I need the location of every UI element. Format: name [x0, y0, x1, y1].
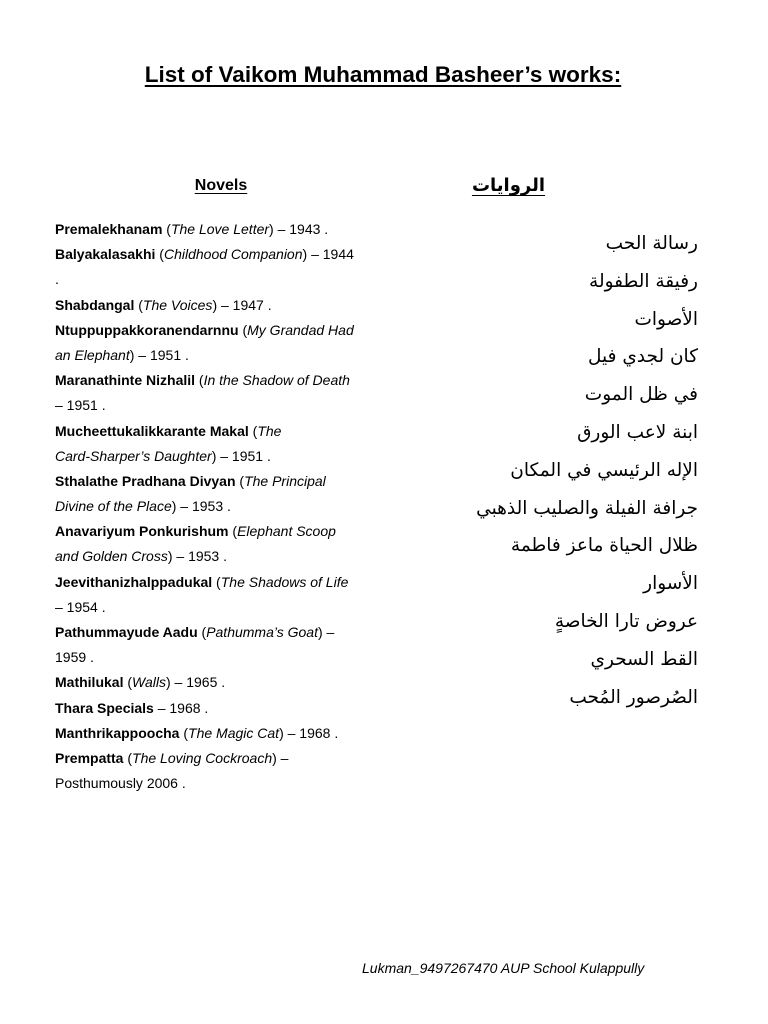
novel-line [55, 746, 365, 771]
footer-credit: Lukman_9497267470 AUP School Kulappully [362, 960, 645, 976]
novel-text: ( [195, 372, 204, 389]
page-title: List of Vaikom Muhammad Basheer’s works: [144, 62, 622, 87]
novel-line [55, 620, 365, 645]
novel-line [55, 721, 365, 746]
novel-translation: In the Shadow of Death [203, 372, 350, 389]
novel-translation: Divine of the Place [55, 498, 172, 515]
novel-title: Manthrikappoocha [55, 724, 180, 741]
novel-translation: Card-Sharper’s Daughter [55, 447, 212, 464]
novel-line [55, 670, 365, 695]
novel-text: – 1954 . [55, 598, 106, 615]
novel-text: ( [235, 472, 245, 489]
novel-title: Jeevithanizhalppadukal [55, 573, 213, 590]
novel-title: Prempatta [55, 749, 124, 766]
novel-text: ) – 1947 . [212, 296, 272, 313]
novel-translation: The [257, 422, 282, 439]
arabic-novel-title: الأصوات [634, 308, 698, 330]
novels-heading-arabic: الروايات [471, 175, 546, 196]
novel-text: ( [179, 724, 189, 741]
arabic-novel-title: الإله الرئيسي في المكان [510, 459, 698, 481]
arabic-novel-title: رفيقة الطفولة [589, 270, 698, 292]
novel-line [55, 645, 365, 670]
novel-text: – 1968 . [153, 699, 209, 716]
novel-line [55, 469, 365, 494]
novel-line [55, 242, 365, 267]
arabic-novel-title: عروض تارا الخاصةٍ [554, 610, 698, 632]
novel-text: – 1951 . [55, 397, 106, 414]
novel-text: ) – 1953 . [167, 548, 227, 565]
arabic-novel-title: القط السحري [590, 648, 698, 670]
novel-translation: The Magic Cat [188, 724, 280, 741]
novel-text: ) – 1943 . [269, 221, 329, 237]
novel-line [55, 494, 365, 519]
novel-translation: Pathumma’s Goat [206, 624, 318, 640]
novel-title: Mucheettukalikkarante Makal [55, 422, 249, 439]
novel-text: ) – 1968 . [279, 724, 339, 741]
novel-line [55, 393, 365, 418]
novel-line [55, 570, 365, 595]
novel-translation: Walls [132, 674, 166, 691]
novel-line [55, 217, 365, 242]
novel-text: ) – 1951 . [211, 447, 271, 464]
novel-line [55, 519, 365, 544]
novel-text: 1959 . [55, 649, 94, 666]
novel-text: ) – 1944 [302, 246, 354, 263]
novel-text: ) – [272, 749, 289, 766]
novel-translation: The Loving Cockroach [132, 749, 273, 766]
novel-line [55, 696, 365, 721]
novel-text: ( [197, 624, 207, 640]
novel-translation: My Grandad Had [247, 321, 354, 338]
novel-title: Mathilukal [55, 674, 124, 691]
novel-text: ( [123, 749, 133, 766]
novel-translation: The Principal [244, 472, 326, 489]
novel-line [55, 267, 365, 292]
novel-title: Anavariyum Ponkurishum [55, 523, 229, 540]
arabic-novel-title: ابنة لاعب الورق [577, 421, 698, 443]
novel-text: ( [162, 221, 171, 237]
novel-line [55, 343, 365, 368]
novel-text: ( [248, 422, 258, 439]
novel-line [55, 595, 365, 620]
novel-line [55, 544, 365, 569]
novel-text: ( [212, 573, 221, 590]
novel-text: ( [123, 674, 133, 691]
arabic-novel-title: جرافة الفيلة والصليب الذهبي [476, 497, 698, 519]
novel-line [55, 419, 365, 444]
novel-text: ) – 1953 . [171, 498, 231, 515]
novel-translation: The Voices [142, 296, 213, 313]
novel-text: ( [155, 246, 164, 263]
novel-text: ( [228, 523, 238, 540]
arabic-novel-title: الصُرصور المُحب [569, 686, 698, 708]
novel-translation: and Golden Cross [55, 548, 168, 565]
novel-line [55, 771, 365, 796]
novel-text: ) – [317, 624, 335, 640]
novel-text: . [55, 271, 59, 288]
novel-title: Premalekhanam [55, 221, 163, 237]
novel-text: ( [134, 296, 143, 313]
novel-title: Maranathinte Nizhalil [55, 372, 196, 389]
novel-line [55, 318, 365, 343]
arabic-novel-title: رسالة الحب [605, 233, 698, 254]
novel-line [55, 368, 365, 393]
novel-title: Shabdangal [55, 296, 135, 313]
novel-translation: Childhood Companion [163, 246, 303, 263]
arabic-novel-title: كان لجدي فيل [588, 346, 698, 368]
novel-title: Sthalathe Pradhana Divyan [55, 472, 236, 489]
novel-line [55, 293, 365, 318]
arabic-novel-title: في ظل الموت [584, 384, 698, 406]
novel-translation: an Elephant [55, 346, 130, 363]
novel-text: ) – 1965 . [166, 674, 226, 691]
novel-title: Thara Specials [55, 699, 154, 716]
novel-translation: The Shadows of Life [220, 573, 349, 590]
novel-line [55, 444, 365, 469]
novel-title: Ntuppuppakkoranendarnnu [55, 321, 239, 338]
novels-heading-english: Novels [194, 177, 248, 194]
novel-translation: The Love Letter [170, 221, 270, 237]
novel-title: Balyakalasakhi [55, 246, 156, 263]
novel-translation: Elephant Scoop [237, 523, 336, 540]
novel-text: ( [238, 321, 248, 338]
novel-text: ) – 1951 . [129, 346, 189, 363]
novels-list-english [55, 217, 365, 796]
arabic-novel-title: ظلال الحياة ماعز فاطمة [510, 535, 698, 557]
arabic-novel-title: الأسوار [643, 573, 698, 595]
novel-text: Posthumously 2006 . [55, 775, 186, 792]
novels-list-arabic [338, 225, 698, 716]
novel-title: Pathummayude Aadu [55, 624, 198, 640]
